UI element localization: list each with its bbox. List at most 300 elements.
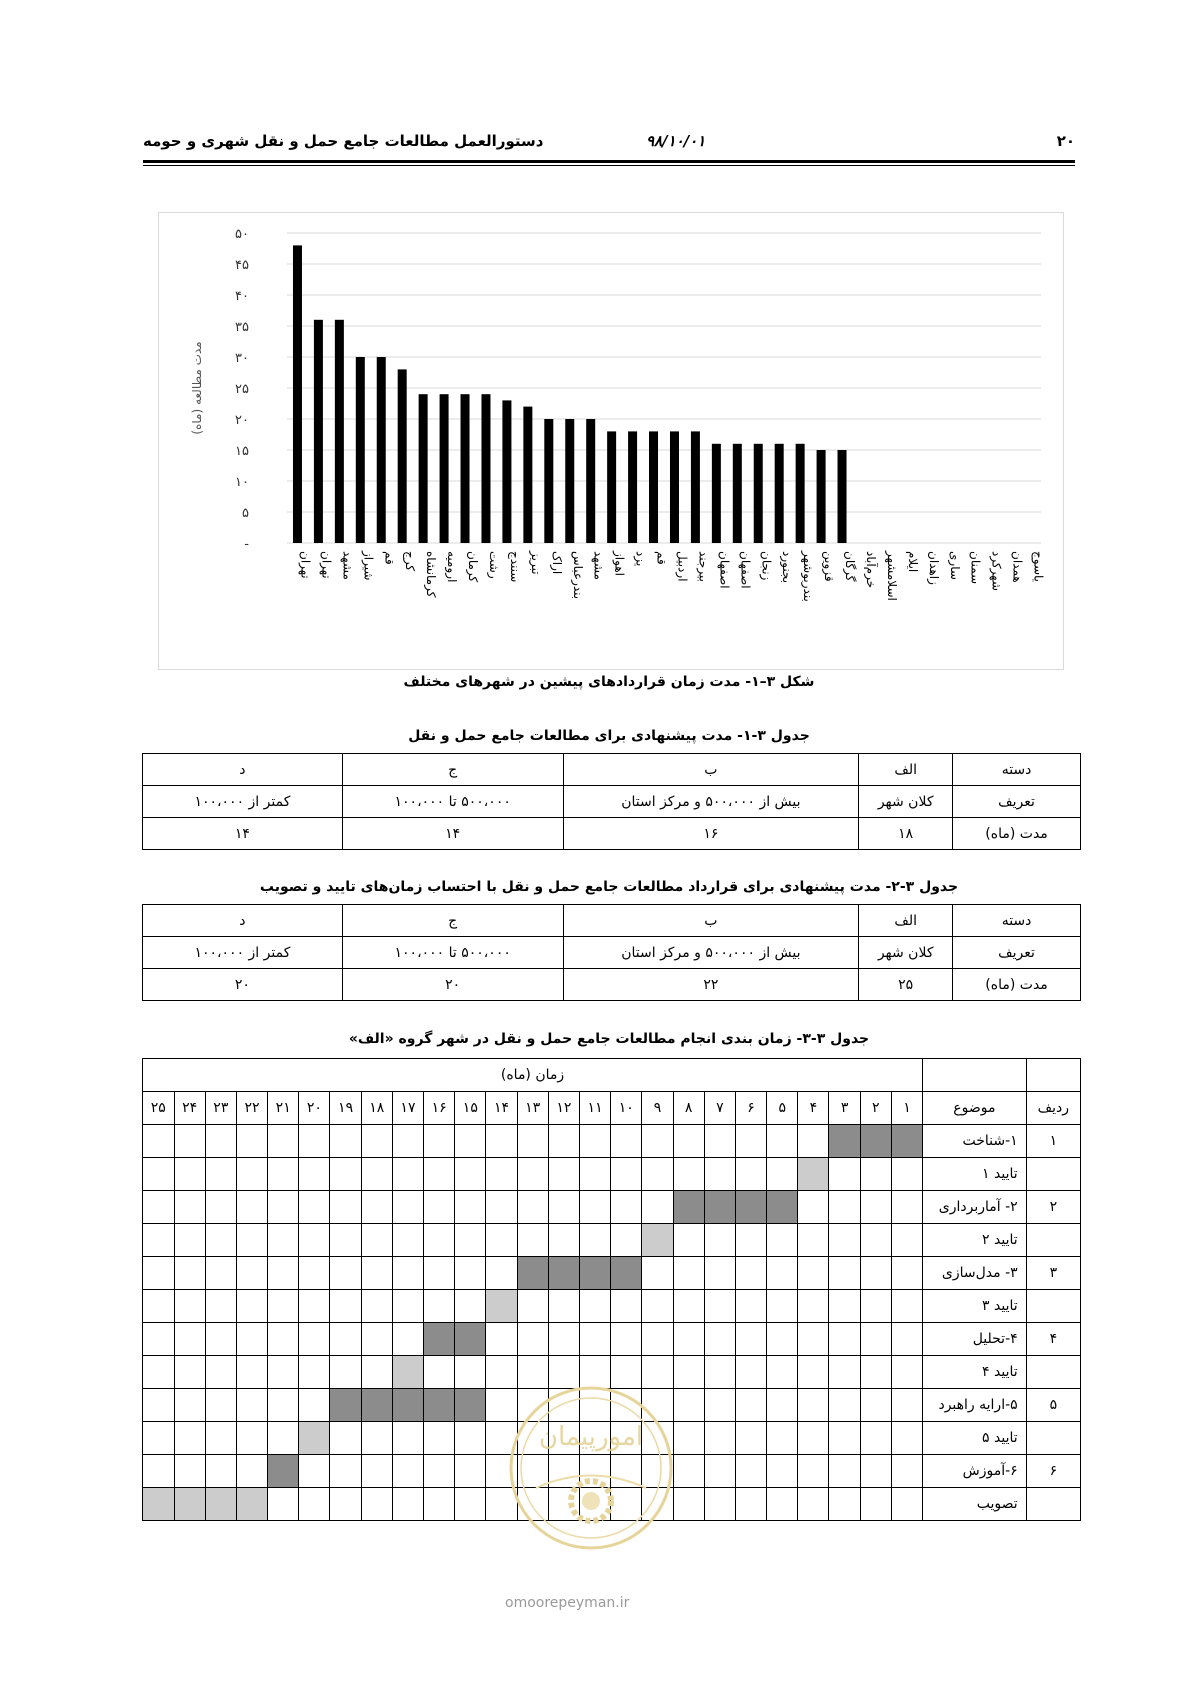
bar [838, 450, 847, 543]
x-tick-label: شیراز [361, 551, 376, 581]
empty-cell [424, 1125, 455, 1158]
empty-cell [330, 1290, 361, 1323]
bar [314, 320, 323, 543]
empty-cell [829, 1389, 860, 1422]
empty-cell [330, 1323, 361, 1356]
x-tick-label: قزوین [822, 551, 837, 582]
empty-cell [392, 1191, 423, 1224]
month-header: ۲۰ [299, 1092, 330, 1125]
work-cell [704, 1191, 735, 1224]
empty-cell [299, 1356, 330, 1389]
x-tick-label: ساری [947, 551, 962, 580]
month-header: ۴ [798, 1092, 829, 1125]
empty-cell [735, 1257, 766, 1290]
empty-cell [673, 1488, 704, 1521]
empty-cell [268, 1356, 299, 1389]
empty-cell [205, 1422, 236, 1455]
empty-cell [767, 1125, 798, 1158]
empty-cell [517, 1290, 548, 1323]
empty-cell [174, 1224, 205, 1257]
empty-cell [361, 1422, 392, 1455]
work-cell [268, 1455, 299, 1488]
empty-cell [611, 1158, 642, 1191]
y-tick-label: ۱۰ [235, 475, 249, 490]
empty-cell [642, 1191, 673, 1224]
empty-cell [236, 1323, 267, 1356]
empty-cell [704, 1290, 735, 1323]
empty-cell [579, 1290, 610, 1323]
bar [670, 431, 679, 543]
empty-cell [205, 1224, 236, 1257]
task-label: ۶-آموزش [923, 1455, 1027, 1488]
empty-cell [673, 1257, 704, 1290]
empty-cell [798, 1290, 829, 1323]
empty-cell [174, 1389, 205, 1422]
empty-cell [548, 1158, 579, 1191]
row-number: ۲ [1026, 1191, 1080, 1224]
month-header: ۱۴ [486, 1092, 517, 1125]
empty-cell [642, 1257, 673, 1290]
empty-cell [424, 1158, 455, 1191]
empty-cell [548, 1323, 579, 1356]
row-number [1026, 1422, 1080, 1455]
table2-row [143, 969, 1081, 1001]
empty-cell [424, 1257, 455, 1290]
empty-cell [330, 1356, 361, 1389]
work-cell [767, 1191, 798, 1224]
empty-cell [548, 1191, 579, 1224]
empty-cell [767, 1422, 798, 1455]
empty-cell [361, 1323, 392, 1356]
empty-cell [236, 1125, 267, 1158]
x-tick-label: بیرجند [696, 551, 711, 582]
approval-cell [392, 1356, 423, 1389]
empty-cell [361, 1125, 392, 1158]
empty-cell [704, 1488, 735, 1521]
empty-cell [455, 1455, 486, 1488]
empty-cell [392, 1224, 423, 1257]
empty-cell [798, 1257, 829, 1290]
table1-cell: ب [563, 754, 859, 786]
empty-cell [424, 1455, 455, 1488]
empty-cell [236, 1224, 267, 1257]
header-rule-thin [143, 165, 1075, 166]
empty-cell [268, 1323, 299, 1356]
empty-cell [205, 1290, 236, 1323]
month-header: ۹ [642, 1092, 673, 1125]
table2-cell: بیش از ۵۰۰،۰۰۰ و مرکز استان [563, 937, 859, 969]
table1-caption: جدول ۳-۱- مدت پیشنهادی برای مطالعات جامع حمل و نقل [408, 728, 810, 744]
bar [817, 450, 826, 543]
empty-cell [236, 1422, 267, 1455]
empty-cell [424, 1290, 455, 1323]
work-cell [860, 1125, 891, 1158]
empty-cell [923, 1059, 1027, 1092]
empty-cell [673, 1290, 704, 1323]
table1-row-header: تعریف [953, 786, 1081, 818]
work-cell [392, 1389, 423, 1422]
empty-cell [891, 1158, 922, 1191]
work-cell [735, 1191, 766, 1224]
bar [796, 444, 805, 543]
empty-cell [860, 1422, 891, 1455]
work-cell [579, 1257, 610, 1290]
empty-cell [579, 1191, 610, 1224]
empty-cell [268, 1389, 299, 1422]
empty-cell [330, 1125, 361, 1158]
bar [628, 431, 637, 543]
month-header: ۱ [891, 1092, 922, 1125]
row-number [1026, 1488, 1080, 1521]
x-tick-label: خرم‌آباد [863, 551, 878, 589]
bar [649, 431, 658, 543]
empty-cell [735, 1488, 766, 1521]
empty-cell [579, 1125, 610, 1158]
empty-cell [891, 1323, 922, 1356]
empty-cell [891, 1488, 922, 1521]
empty-cell [891, 1389, 922, 1422]
empty-cell [798, 1125, 829, 1158]
x-tick-label: سمنان [968, 551, 983, 585]
empty-cell [299, 1455, 330, 1488]
empty-cell [330, 1224, 361, 1257]
empty-cell [455, 1488, 486, 1521]
bar [565, 419, 574, 543]
task-label: تایید ۵ [923, 1422, 1027, 1455]
empty-cell [767, 1389, 798, 1422]
x-tick-label: بندربوشهر [801, 551, 816, 602]
schedule-month-row [143, 1092, 1081, 1125]
task-label: تایید ۱ [923, 1158, 1027, 1191]
empty-cell [548, 1290, 579, 1323]
y-tick-label: ۲۰ [235, 413, 249, 428]
bar [544, 419, 553, 543]
empty-cell [829, 1224, 860, 1257]
row-number [1026, 1290, 1080, 1323]
empty-cell [174, 1158, 205, 1191]
bar [398, 369, 407, 543]
empty-cell [455, 1422, 486, 1455]
table3-caption: جدول ۳-۳- زمان بندی انجام مطالعات جامع حمل و نقل در شهر گروه «الف» [348, 1031, 870, 1047]
month-header: ۷ [704, 1092, 735, 1125]
empty-cell [548, 1224, 579, 1257]
empty-cell [611, 1323, 642, 1356]
empty-cell [205, 1158, 236, 1191]
bar [419, 394, 428, 543]
header-rule [143, 160, 1075, 163]
month-header: ۲۲ [236, 1092, 267, 1125]
schedule-row [143, 1191, 1081, 1224]
empty-cell [236, 1290, 267, 1323]
x-tick-label: یزد [633, 551, 648, 567]
x-tick-label: تهران [298, 551, 313, 579]
month-header: ۵ [767, 1092, 798, 1125]
empty-cell [860, 1323, 891, 1356]
empty-cell [829, 1257, 860, 1290]
empty-cell [548, 1125, 579, 1158]
bar [607, 431, 616, 543]
empty-cell [673, 1323, 704, 1356]
month-header: ۱۳ [517, 1092, 548, 1125]
x-tick-label: اراک [549, 551, 564, 575]
empty-cell [517, 1323, 548, 1356]
empty-cell [798, 1191, 829, 1224]
empty-cell [735, 1125, 766, 1158]
empty-cell [517, 1224, 548, 1257]
table1-cell: الف [859, 754, 953, 786]
x-tick-label: کرمان [466, 551, 481, 583]
table2-caption: جدول ۳-۲- مدت پیشنهادی برای قرارداد مطالعات جامع حمل و نقل با احتساب زمان‌های تایید و تصویب [259, 879, 959, 895]
empty-cell [673, 1422, 704, 1455]
task-label: ۵-ارایه راهبرد [923, 1389, 1027, 1422]
empty-cell [611, 1224, 642, 1257]
empty-cell [704, 1356, 735, 1389]
approval-cell [205, 1488, 236, 1521]
bar [293, 245, 302, 543]
empty-cell [860, 1455, 891, 1488]
table2-cell: د [143, 905, 343, 937]
empty-cell [330, 1257, 361, 1290]
page-header [143, 126, 1075, 160]
empty-cell [798, 1389, 829, 1422]
bar [481, 394, 490, 543]
page-number: ۲۰ [1056, 132, 1075, 150]
table1-cell: کمتر از ۱۰۰،۰۰۰ [143, 786, 343, 818]
empty-cell [486, 1125, 517, 1158]
empty-cell [486, 1323, 517, 1356]
empty-cell [268, 1191, 299, 1224]
empty-cell [642, 1158, 673, 1191]
empty-cell [517, 1125, 548, 1158]
empty-cell [330, 1158, 361, 1191]
table1 [142, 753, 1081, 850]
table2-cell: ۲۰ [342, 969, 563, 1001]
work-cell [891, 1125, 922, 1158]
empty-cell [579, 1323, 610, 1356]
empty-cell [392, 1323, 423, 1356]
empty-cell [517, 1191, 548, 1224]
empty-cell [174, 1455, 205, 1488]
x-tick-label: بجنورد [780, 551, 795, 584]
empty-cell [143, 1158, 175, 1191]
y-tick-label: ۴۰ [235, 289, 249, 304]
bar [440, 394, 449, 543]
empty-cell [268, 1488, 299, 1521]
table1-row [143, 786, 1081, 818]
empty-cell [767, 1323, 798, 1356]
empty-cell [299, 1158, 330, 1191]
empty-cell [735, 1389, 766, 1422]
empty-cell [642, 1290, 673, 1323]
empty-cell [143, 1323, 175, 1356]
x-tick-label: ارومیه [445, 551, 460, 583]
empty-cell [424, 1356, 455, 1389]
empty-cell [330, 1488, 361, 1521]
table1-cell: ۱۶ [563, 818, 859, 850]
empty-cell [392, 1125, 423, 1158]
table1-cell: کلان شهر [859, 786, 953, 818]
x-tick-label: تهران [319, 551, 334, 579]
x-tick-label: ایلام [905, 551, 920, 573]
table2-cell: ب [563, 905, 859, 937]
table1-cell: ۱۴ [342, 818, 563, 850]
empty-cell [611, 1290, 642, 1323]
empty-cell [174, 1257, 205, 1290]
work-cell [455, 1323, 486, 1356]
empty-cell [268, 1125, 299, 1158]
table1-row [143, 818, 1081, 850]
approval-cell [236, 1488, 267, 1521]
empty-cell [829, 1191, 860, 1224]
x-tick-label: قم [382, 551, 397, 565]
schedule-header-row [143, 1059, 1081, 1092]
empty-cell [891, 1290, 922, 1323]
table1-row-header: مدت (ماه) [953, 818, 1081, 850]
empty-cell [268, 1257, 299, 1290]
empty-cell [704, 1389, 735, 1422]
x-tick-label: تبریز [528, 551, 543, 575]
empty-cell [392, 1290, 423, 1323]
x-tick-label: زنجان [759, 551, 774, 581]
row-number [1026, 1158, 1080, 1191]
empty-cell [330, 1455, 361, 1488]
empty-cell [735, 1356, 766, 1389]
y-tick-label: - [244, 537, 249, 552]
empty-cell [143, 1389, 175, 1422]
empty-cell [829, 1356, 860, 1389]
empty-cell [268, 1158, 299, 1191]
bar [335, 320, 344, 543]
empty-cell [860, 1224, 891, 1257]
empty-cell [205, 1389, 236, 1422]
empty-cell [642, 1323, 673, 1356]
y-tick-label: ۱۵ [235, 444, 249, 459]
month-header: ۲۵ [143, 1092, 175, 1125]
x-tick-label: سنندج [507, 551, 522, 583]
table2-row-header: مدت (ماه) [953, 969, 1081, 1001]
month-header: ۱۸ [361, 1092, 392, 1125]
empty-cell [236, 1191, 267, 1224]
table2 [142, 904, 1081, 1001]
empty-cell [236, 1389, 267, 1422]
work-cell [330, 1389, 361, 1422]
empty-cell [361, 1356, 392, 1389]
work-cell [517, 1257, 548, 1290]
bar [356, 357, 365, 543]
empty-cell [767, 1224, 798, 1257]
empty-cell [891, 1257, 922, 1290]
empty-cell [704, 1422, 735, 1455]
empty-cell [579, 1158, 610, 1191]
empty-cell [735, 1224, 766, 1257]
empty-cell [486, 1158, 517, 1191]
table2-cell: ۲۲ [563, 969, 859, 1001]
empty-cell [704, 1224, 735, 1257]
empty-cell [673, 1356, 704, 1389]
y-tick-label: ۴۵ [235, 258, 249, 273]
x-tick-label: اردبیل [675, 551, 690, 582]
empty-cell [174, 1125, 205, 1158]
row-number: ۱ [1026, 1125, 1080, 1158]
empty-cell [205, 1323, 236, 1356]
month-header: ۱۹ [330, 1092, 361, 1125]
empty-cell [735, 1422, 766, 1455]
empty-cell [891, 1356, 922, 1389]
empty-cell [704, 1257, 735, 1290]
empty-cell [143, 1224, 175, 1257]
empty-cell [143, 1257, 175, 1290]
empty-cell [299, 1389, 330, 1422]
work-cell [611, 1257, 642, 1290]
month-header: ۲۴ [174, 1092, 205, 1125]
x-tick-label: کرمانشاه [424, 551, 439, 598]
empty-cell [361, 1455, 392, 1488]
empty-cell [829, 1488, 860, 1521]
task-label: ۲- آماربرداری [923, 1191, 1027, 1224]
empty-cell [174, 1290, 205, 1323]
schedule-row [143, 1125, 1081, 1158]
bar [502, 400, 511, 543]
empty-cell [205, 1455, 236, 1488]
empty-cell [299, 1257, 330, 1290]
x-tick-label: یاسوج [1031, 551, 1046, 582]
empty-cell [361, 1191, 392, 1224]
month-header: ۱۰ [611, 1092, 642, 1125]
empty-cell [486, 1257, 517, 1290]
month-header: ۲۳ [205, 1092, 236, 1125]
empty-cell [392, 1488, 423, 1521]
empty-cell [829, 1158, 860, 1191]
empty-cell [767, 1257, 798, 1290]
figure-caption: شکل ۳–۱- مدت زمان قراردادهای پیشین در شهرهای مختلف [403, 674, 815, 690]
work-cell [424, 1323, 455, 1356]
empty-cell [798, 1488, 829, 1521]
empty-cell [735, 1455, 766, 1488]
empty-cell [798, 1455, 829, 1488]
empty-cell [673, 1224, 704, 1257]
empty-cell [891, 1224, 922, 1257]
table1-cell: ۵۰۰،۰۰۰ تا ۱۰۰،۰۰۰ [342, 786, 563, 818]
empty-cell [143, 1455, 175, 1488]
bar-chart-svg [159, 213, 1063, 669]
x-tick-label: اصفهان [738, 551, 753, 589]
watermark-site: omoorepeyman.ir [505, 1595, 630, 1611]
work-cell [424, 1389, 455, 1422]
y-tick-label: ۳۵ [235, 320, 249, 335]
empty-cell [486, 1224, 517, 1257]
empty-cell [735, 1323, 766, 1356]
empty-cell [392, 1158, 423, 1191]
bar [461, 394, 470, 543]
task-label: تایید ۲ [923, 1224, 1027, 1257]
empty-cell [767, 1455, 798, 1488]
table2-cell: کمتر از ۱۰۰،۰۰۰ [143, 937, 343, 969]
table2-cell: ۵۰۰،۰۰۰ تا ۱۰۰،۰۰۰ [342, 937, 563, 969]
table2-row-header: دسته [953, 905, 1081, 937]
empty-cell [424, 1422, 455, 1455]
empty-cell [860, 1191, 891, 1224]
empty-cell [891, 1455, 922, 1488]
x-tick-label: زاهدان [926, 551, 941, 585]
empty-cell [174, 1323, 205, 1356]
row-number: ۴ [1026, 1323, 1080, 1356]
table2-cell: الف [859, 905, 953, 937]
empty-cell [299, 1290, 330, 1323]
empty-cell [704, 1455, 735, 1488]
x-tick-label: شهرکرد [989, 551, 1004, 591]
bar [523, 407, 532, 543]
time-header: زمان (ماه) [143, 1059, 923, 1092]
